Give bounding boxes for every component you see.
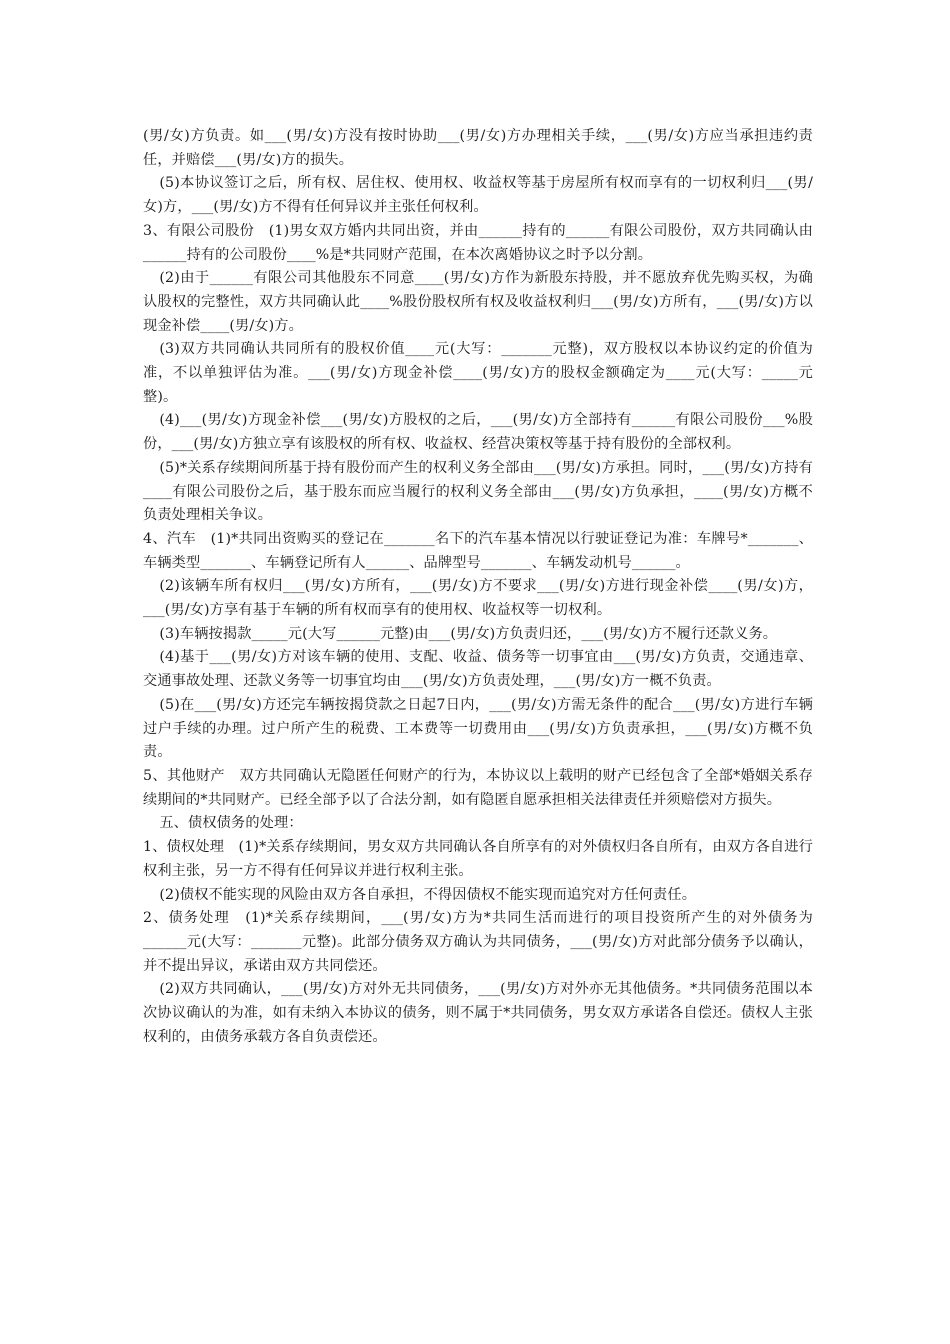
paragraph: (4)___(男/女)方现金补偿___(男/女)方股权的之后，___(男/女)方全部持有______有限公司股份___%股份，___(男/女)方独立享有该股权的所有权、收益权、经营决策权等基于持有股份的全部权利。	[143, 412, 813, 453]
paragraph: (5)在___(男/女)方还完车辆按揭贷款之日起7日内，___(男/女)方需无条件的配合___(男/女)方进行车辆过户手续的办理。过户所产生的税费、工本费等一切费用由___(男/女)方负责承担，___(男/女)方概不负责。	[143, 696, 813, 761]
paragraph: (男/女)方负责。如___(男/女)方没有按时协助___(男/女)方办理相关手续，___(男/女)方应当承担违约责任，并赔偿___(男/女)方的损失。	[143, 128, 813, 168]
paragraph: (4)基于___(男/女)方对该车辆的使用、支配、收益、债务等一切事宜由___(男/女)方负责，交通违章、交通事故处理、还款义务等一切事宜均由___(男/女)方负责处理，___(男/女)方一概不负责。	[143, 649, 813, 690]
paragraph: (3)双方共同确认共同所有的股权价值____元(大写：_______元整)，双方股权以本协议约定的价值为准，不以单独评估为准。___(男/女)方现金补偿____(男/女)方的股权金额确定为____元(大写：_____元整)。	[143, 341, 813, 405]
section-heading-paragraph: 1、债权处理 (1)*关系存续期间，男女双方共同确认各自所享有的对外债权归各自所有，由双方各自进行权利主张，另一方不得有任何异议并进行权利主张。	[143, 839, 813, 879]
chapter-heading: 五、债权债务的处理：	[159, 815, 303, 832]
section-heading-paragraph: 3、有限公司股份 (1)男女双方婚内共同出资，并由______持有的______有限公司股份，双方共同确认由______持有的公司股份____%是*共同财产范围，在本次离婚协议之时予以分割。	[143, 222, 813, 263]
paragraph: (3)车辆按揭款_____元(大写______元整)由___(男/女)方负责归还，___(男/女)方不履行还款义务。	[159, 625, 778, 642]
section-heading-paragraph: 2、债务处理 (1)*关系存续期间，___(男/女)方为*共同生活而进行的项目投资所产生的对外债务为______元(大写：_______元整)。此部分债务双方确认为共同债务，___(男/女)方对此部分债务予以确认，并不提出异议，承诺由双方共同偿还。	[143, 910, 813, 974]
paragraph: (2)由于______有限公司其他股东不同意____(男/女)方作为新股东持股，并不愿放弃优先购买权，为确认股权的完整性，双方共同确认此____%股份股权所有权及收益权利归___(男/女)方所有，___(男/女)方以现金补偿____(男/女)方。	[143, 270, 813, 334]
paragraph: (2)双方共同确认，___(男/女)方对外无共同债务，___(男/女)方对外亦无其他债务。*共同债务范围以本次协议确认的为准，如有未纳入本协议的债务，则不属于*共同债务，男女双方承诺各自偿还。债权人主张权利的，由债务承载方各自负责偿还。	[143, 981, 813, 1045]
paragraph: (2)债权不能实现的风险由双方各自承担，不得因债权不能实现而追究对方任何责任。	[159, 886, 697, 903]
document-body	[143, 125, 813, 1049]
paragraph: (5)本协议签订之后，所有权、居住权、使用权、收益权等基于房屋所有权而享有的一切权利归___(男/女)方，___(男/女)方不得有任何异议并主张任何权利。	[143, 175, 813, 216]
section-heading-paragraph: 5、其他财产 双方共同确认无隐匿任何财产的行为，本协议以上载明的财产已经包含了全部*婚姻关系存续期间的*共同财产。已经全部予以了合法分割，如有隐匿自愿承担相关法律责任并须赔偿对方损失。	[143, 767, 813, 808]
paragraph: (2)该辆车所有权归___(男/女)方所有，___(男/女)方不要求___(男/女)方进行现金补偿____(男/女)方，___(男/女)方享有基于车辆的所有权而享有的使用权、收益权等一切权利。	[143, 578, 813, 619]
paragraph: (5)*关系存续期间所基于持有股份而产生的权利义务全部由___(男/女)方承担。同时，___(男/女)方持有____有限公司股份之后，基于股东而应当履行的权利义务全部由___(男/女)方负承担，____(男/女)方概不负责处理相关争议。	[143, 459, 813, 524]
section-heading-paragraph: 4、汽车 (1)*共同出资购买的登记在_______名下的汽车基本情况以行驶证登记为准：车牌号*_______、车辆类型_______、车辆登记所有人______、品牌型号_______、车辆发动机号______。	[143, 530, 813, 571]
